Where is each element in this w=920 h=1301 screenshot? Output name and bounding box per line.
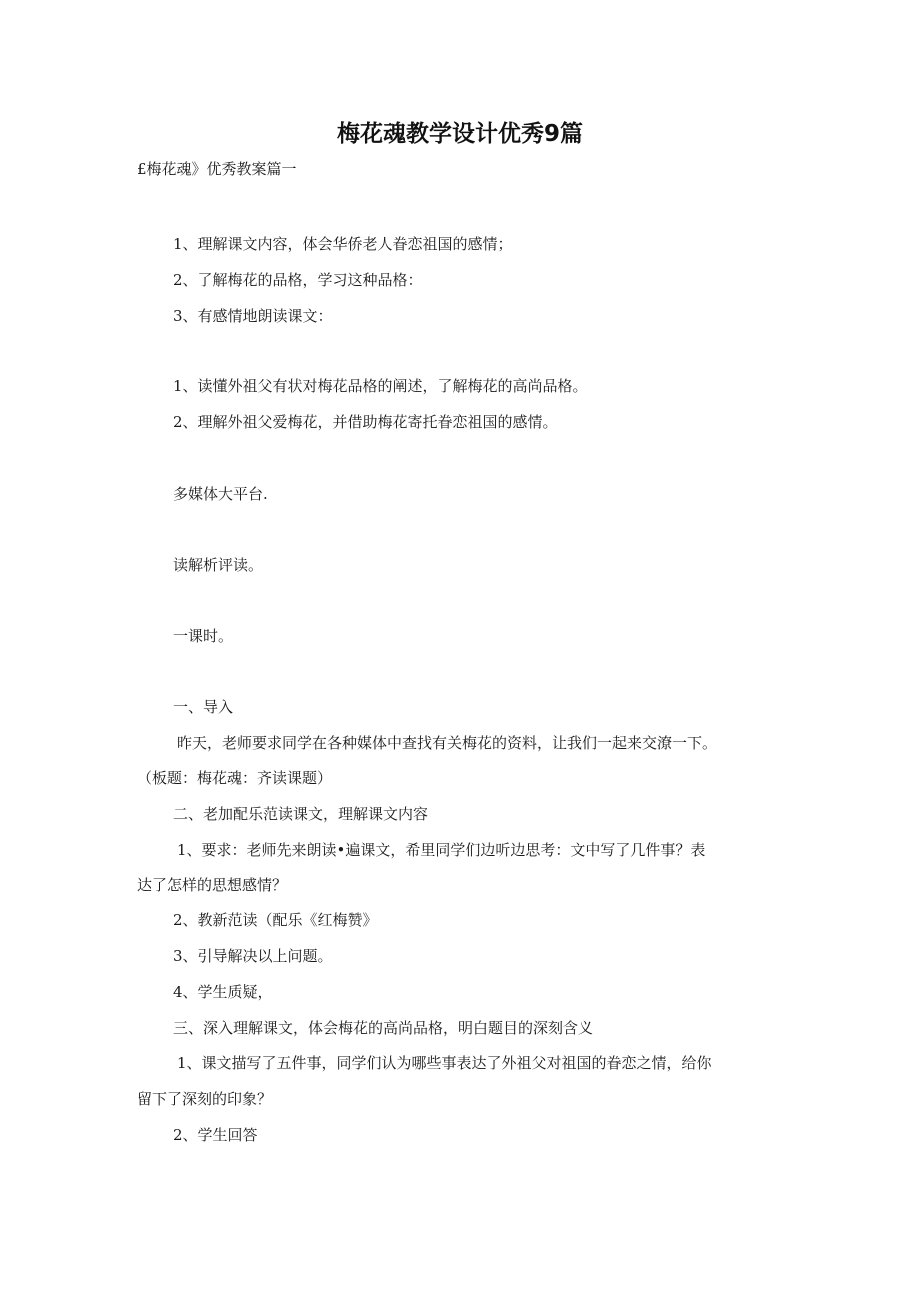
section-subtitle: £梅花魂》优秀教案篇一 bbox=[137, 160, 297, 178]
step-item: 留下了深刻的印象？ bbox=[137, 1090, 273, 1108]
step-heading: 一、导入 bbox=[173, 698, 234, 716]
step-text: 昨天，老师要求同学在各种媒体中查找有关梅花的资料，让我们一起来交潦一下。 bbox=[177, 734, 718, 752]
step-item: 1、课文描写了五件事，同学们认为哪些事表达了外祖父对祖国的眷恋之情，给你 bbox=[177, 1054, 712, 1072]
class-period: 一课时。 bbox=[173, 627, 234, 645]
objective-item: 3、有感情地朗读课文： bbox=[173, 307, 333, 325]
step-item: 2、学生回答 bbox=[173, 1126, 258, 1144]
step-item: 4、学生质疑， bbox=[173, 983, 273, 1001]
step-text: （板题：梅花魂：齐读课题） bbox=[137, 769, 333, 787]
step-heading: 二、老加配乐范读课文，理解课文内容 bbox=[173, 805, 429, 823]
step-item: 达了怎样的思想感情？ bbox=[137, 876, 288, 894]
step-heading: 三、深入理解课文，体会梅花的高尚品格，明白题目的深刻含义 bbox=[173, 1019, 594, 1037]
key-point-item: 1、读懂外祖父有状对梅花品格的阐述，了解梅花的高尚品格。 bbox=[173, 377, 588, 395]
teaching-media: 多媒体大平台. bbox=[173, 485, 268, 503]
objective-item: 2、了解梅花的品格，学习这种品格： bbox=[173, 271, 423, 289]
document-title: 梅花魂教学设计优秀9篇 bbox=[336, 121, 583, 147]
step-item: 3、引导解决以上问题。 bbox=[173, 947, 333, 965]
step-item: 2、教新范读（配乐《红梅赞》 bbox=[173, 911, 378, 929]
objective-item: 1、理解课文内容，体会华侨老人眷恋祖国的感情； bbox=[173, 235, 513, 253]
step-item: 1、要求：老师先来朗读•遍课文，希里同学们边听边思考：文中写了几件事？表 bbox=[177, 841, 706, 859]
teaching-method: 读解析评读。 bbox=[173, 556, 264, 574]
key-point-item: 2、理解外祖父爱梅花，并借助梅花寄托眷恋祖国的感情。 bbox=[173, 413, 558, 431]
